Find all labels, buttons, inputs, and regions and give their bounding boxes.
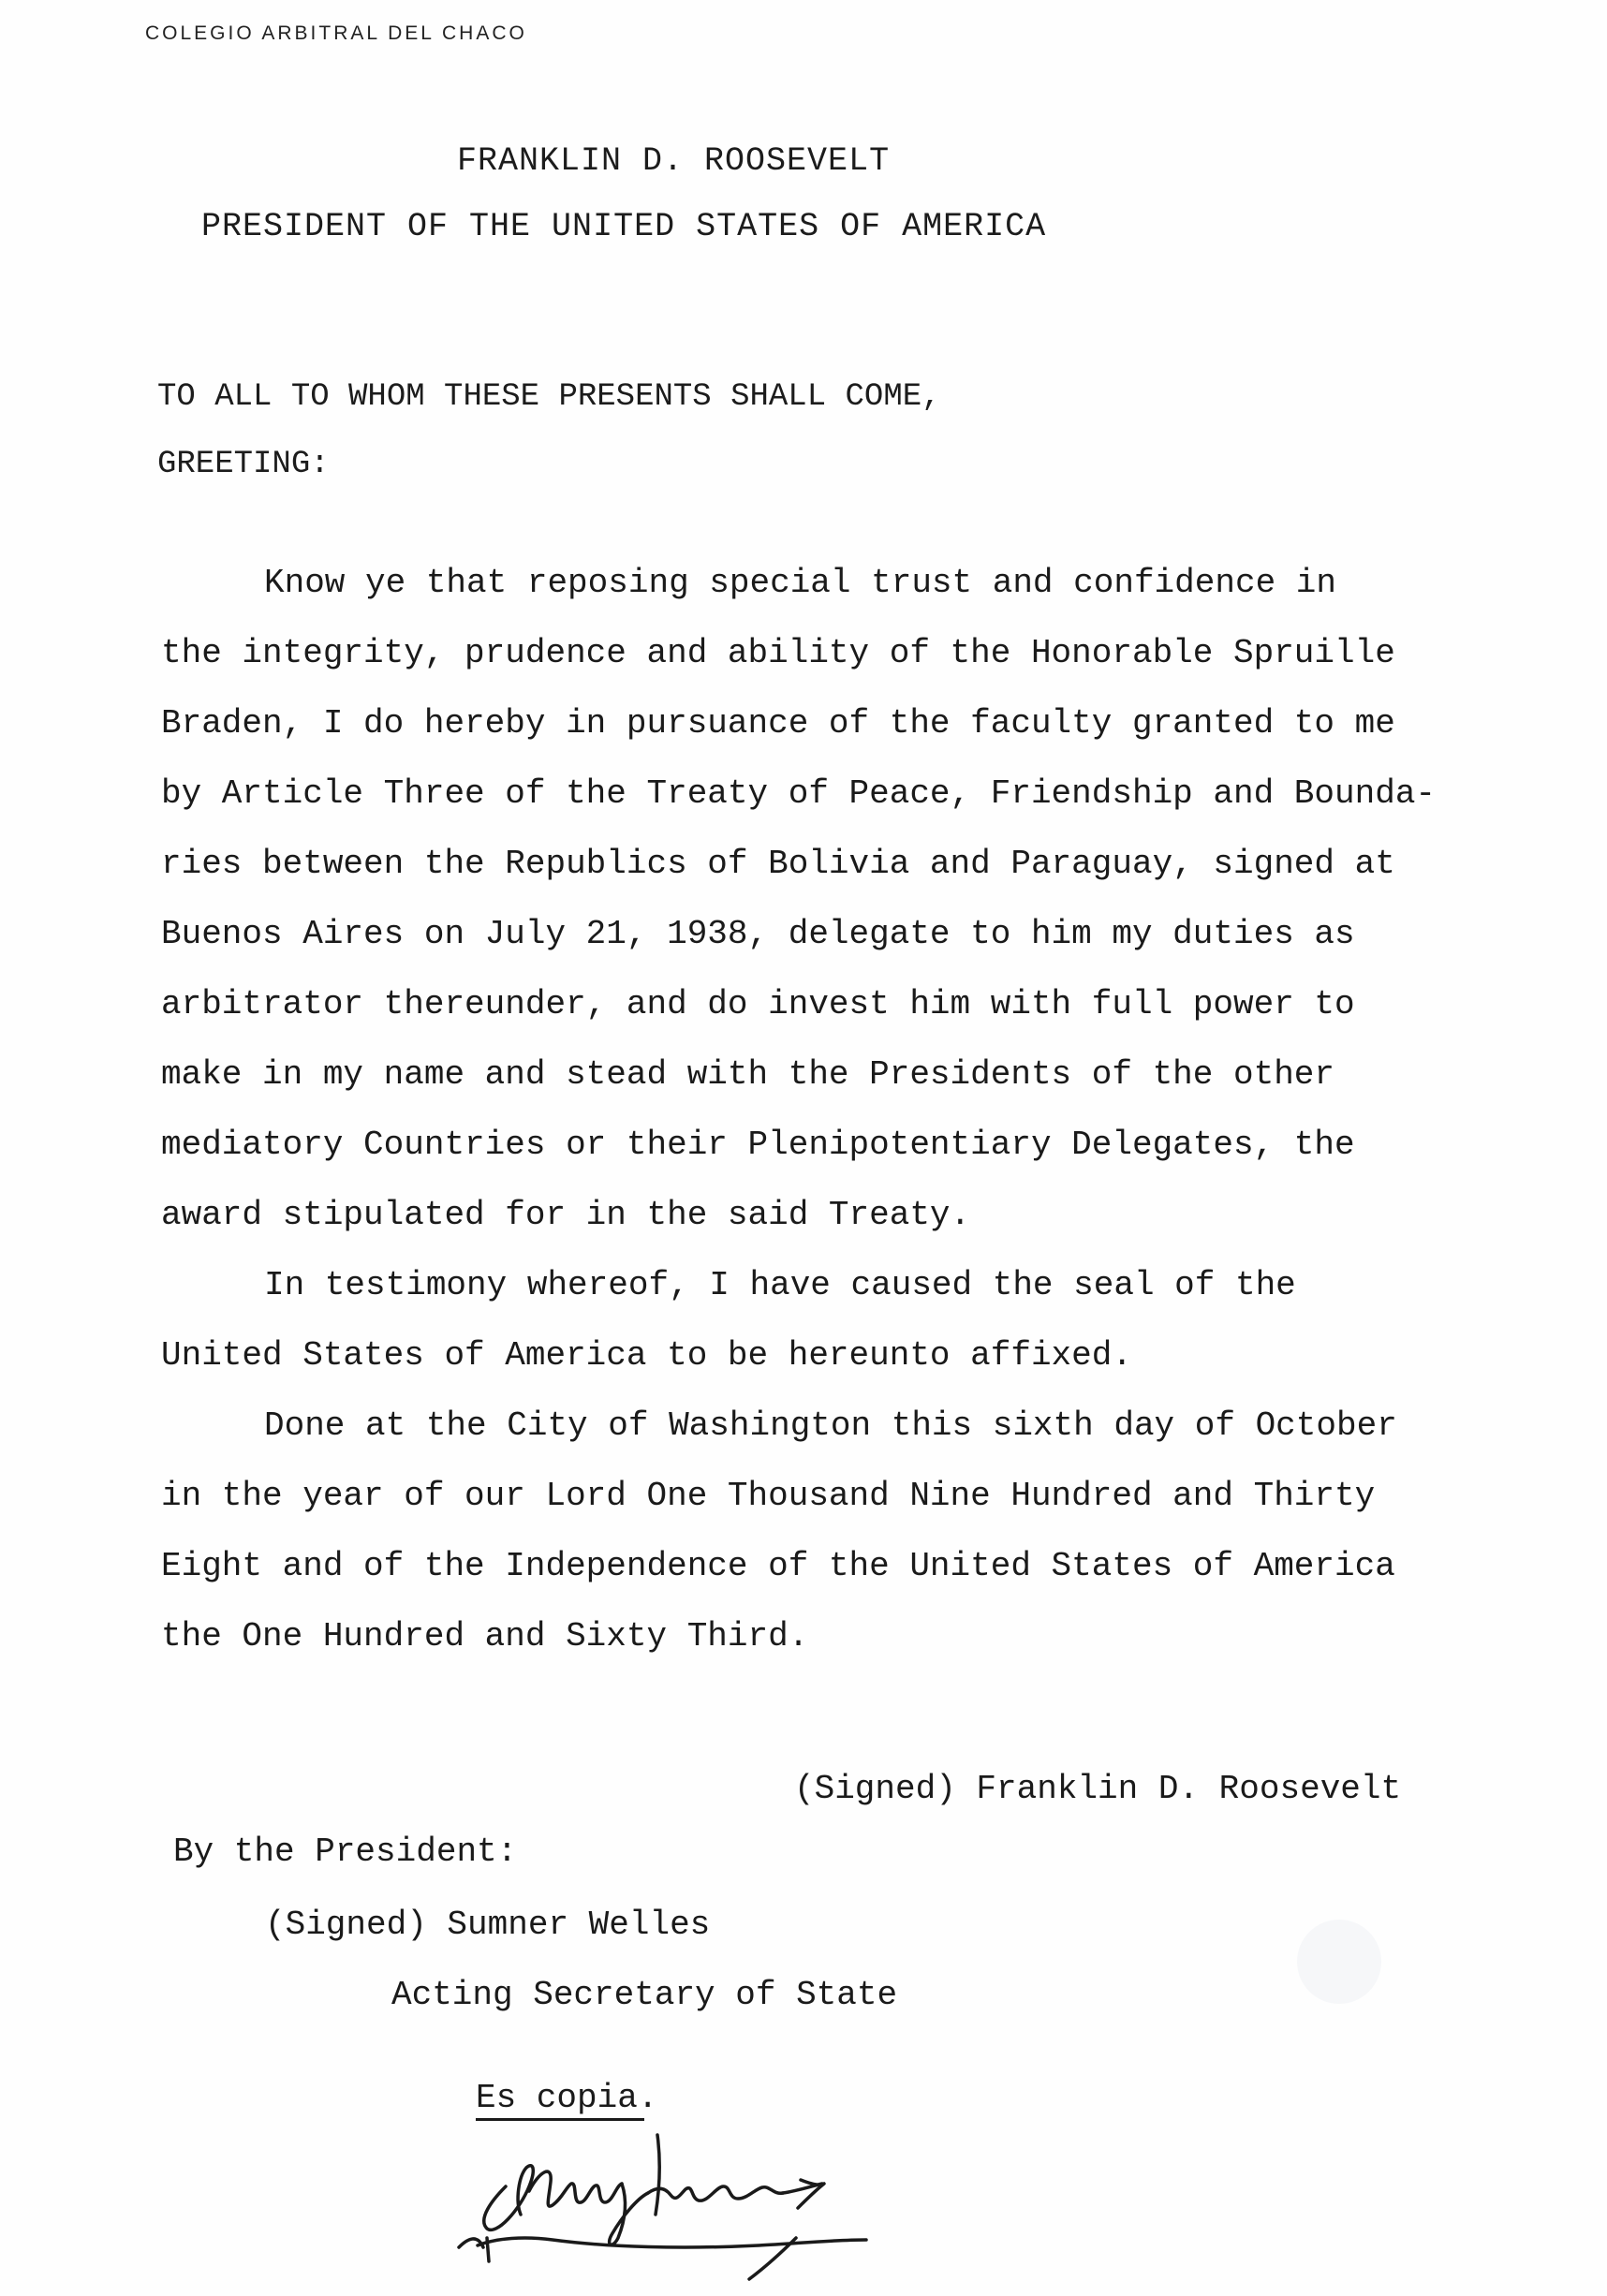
handwritten-signature xyxy=(440,2097,890,2285)
heading-title: PRESIDENT OF THE UNITED STATES OF AMERICA xyxy=(201,208,1047,245)
body-line: the integrity, prudence and ability of the Honorable Spruille xyxy=(161,634,1395,672)
welles-title: Acting Secretary of State xyxy=(391,1976,898,2014)
body-line: United States of America to be hereunto affixed. xyxy=(161,1336,1132,1375)
signed-president: (Signed) Franklin D. Roosevelt xyxy=(794,1770,1402,1808)
body-line: Eight and of the Independence of the United States of America xyxy=(161,1547,1395,1585)
faint-stain xyxy=(1297,1920,1381,2004)
body-line: ries between the Republics of Bolivia and Paraguay, signed at xyxy=(161,845,1395,883)
body-line: arbitrator thereunder, and do invest him with full power to xyxy=(161,985,1355,1023)
body-line: the One Hundred and Sixty Third. xyxy=(161,1617,809,1656)
body-line: Know ye that reposing special trust and confidence in xyxy=(264,564,1336,602)
body-line: mediatory Countries or their Plenipotentiary Delegates, the xyxy=(161,1126,1355,1164)
letterhead: COLEGIO ARBITRAL DEL CHACO xyxy=(145,22,527,44)
es-copia-label: Es copia. xyxy=(476,2079,658,2117)
body-line: In testimony whereof, I have caused the seal of the xyxy=(264,1266,1296,1304)
heading-name: FRANKLIN D. ROOSEVELT xyxy=(457,142,891,180)
body-line: Braden, I do hereby in pursuance of the faculty granted to me xyxy=(161,704,1395,743)
body-line: Buenos Aires on July 21, 1938, delegate to him my duties as xyxy=(161,915,1355,953)
body-line: Done at the City of Washington this sixth day of October xyxy=(264,1406,1397,1445)
body-text xyxy=(161,548,1491,1671)
body-line: award stipulated for in the said Treaty. xyxy=(161,1196,971,1234)
body-line: make in my name and stead with the Presidents of the other xyxy=(161,1055,1335,1094)
body-line: by Article Three of the Treaty of Peace, Friendship and Bounda- xyxy=(161,774,1437,813)
by-the-president: By the President: xyxy=(173,1832,518,1871)
signed-welles: (Signed) Sumner Welles xyxy=(265,1906,711,1944)
greeting: GREETING: xyxy=(157,447,330,482)
salutation: TO ALL TO WHOM THESE PRESENTS SHALL COME, xyxy=(157,379,941,415)
body-line: in the year of our Lord One Thousand Nine Hundred and Thirty xyxy=(161,1477,1376,1515)
